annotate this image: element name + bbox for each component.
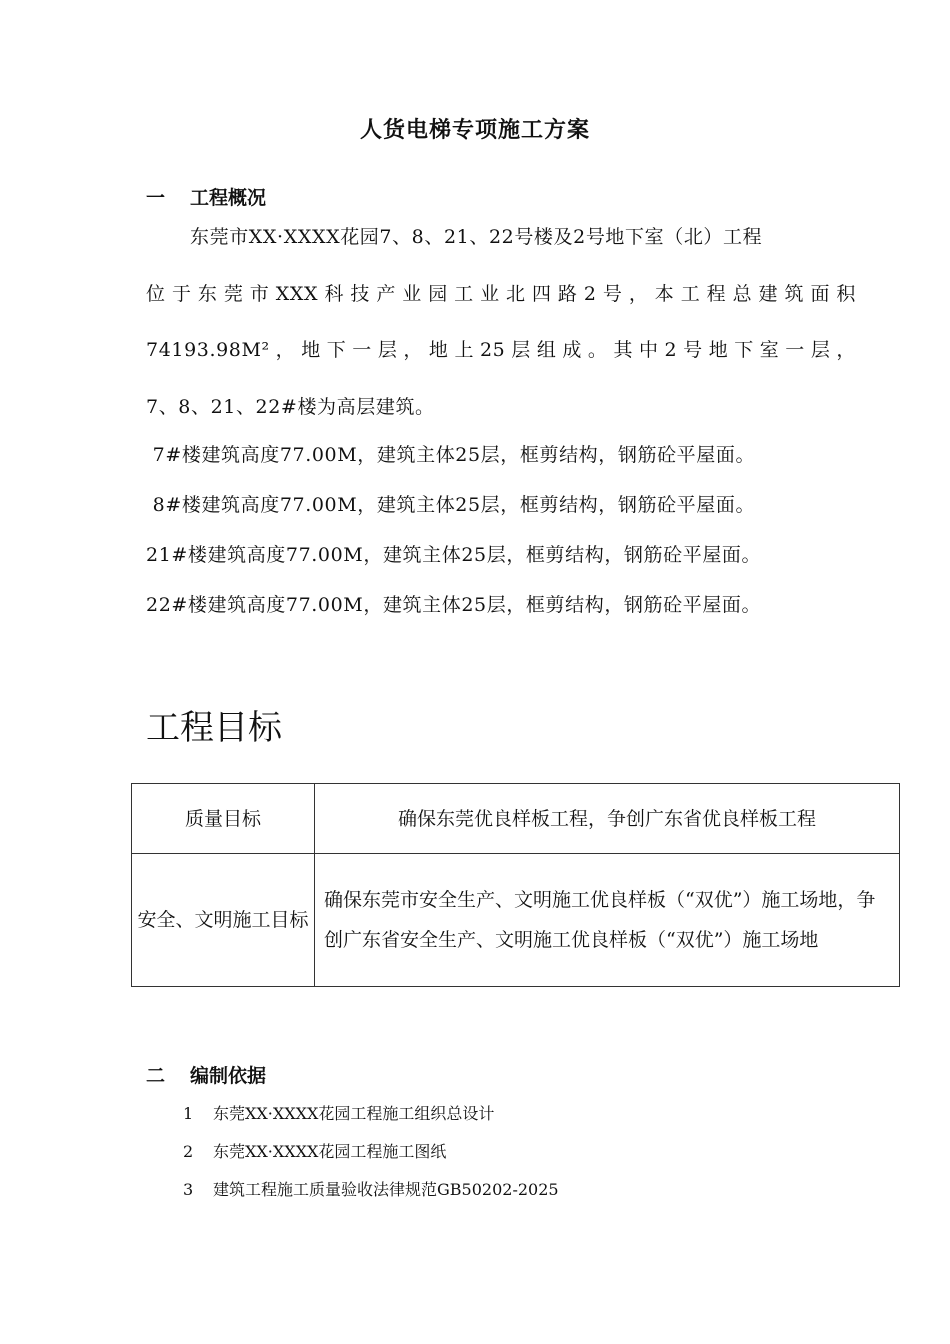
list-item <box>183 1101 494 1124</box>
building-line-3: 21#楼建筑高度77.00M，建筑主体25层，框剪结构，钢筋砼平屋面。 <box>146 544 762 566</box>
list-item-number: 2 <box>183 1142 194 1161</box>
section1-number: 一 <box>146 187 166 209</box>
section2-heading <box>146 1061 266 1088</box>
goals-heading: 工程目标 <box>146 708 282 748</box>
list-item-text: 建筑工程施工质量验收法律规范GB50202-2025 <box>213 1180 559 1199</box>
section2-number: 二 <box>146 1065 166 1087</box>
building-line-4: 22#楼建筑高度77.00M，建筑主体25层，框剪结构，钢筋砼平屋面。 <box>146 594 762 616</box>
overview-line-1: 东莞市XX·XXXX花园7、8、21、22号楼及2号地下室（北）工程 <box>190 226 763 248</box>
section2-title: 编制依据 <box>190 1065 267 1087</box>
list-item <box>183 1177 559 1200</box>
document-title: 人货电梯专项施工方案 <box>359 117 590 143</box>
building-line-1: 7#楼建筑高度77.00M，建筑主体25层，框剪结构，钢筋砼平屋面。 <box>146 444 756 466</box>
table-row <box>132 784 900 854</box>
goal-content: 确保东莞市安全生产、文明施工优良样板（“双优”）施工场地，争创广东省安全生产、文明施工优良样板（“双优”）施工场地 <box>315 854 900 987</box>
goal-label: 安全、文明施工目标 <box>132 854 315 987</box>
overview-line-2: 位于东莞市XXX科技产业园工业北四路2号，本工程总建筑面积 <box>146 283 856 305</box>
goal-content: 确保东莞优良样板工程，争创广东省优良样板工程 <box>315 784 900 854</box>
list-item <box>183 1139 446 1162</box>
overview-line-4: 7、8、21、22#楼为高层建筑。 <box>146 396 435 418</box>
goals-table <box>131 783 900 987</box>
overview-line-3: 74193.98M²，地下一层，地上25层组成。其中2号地下室一层， <box>146 339 856 361</box>
list-item-number: 1 <box>183 1104 194 1123</box>
building-line-2: 8#楼建筑高度77.00M，建筑主体25层，框剪结构，钢筋砼平屋面。 <box>146 494 756 516</box>
section1-heading <box>146 183 266 210</box>
list-item-number: 3 <box>183 1180 194 1199</box>
goal-label: 质量目标 <box>132 784 315 854</box>
table-row <box>132 854 900 987</box>
list-item-text: 东莞XX·XXXX花园工程施工图纸 <box>213 1142 447 1161</box>
section1-title: 工程概况 <box>190 187 267 209</box>
list-item-text: 东莞XX·XXXX花园工程施工组织总设计 <box>213 1104 495 1123</box>
